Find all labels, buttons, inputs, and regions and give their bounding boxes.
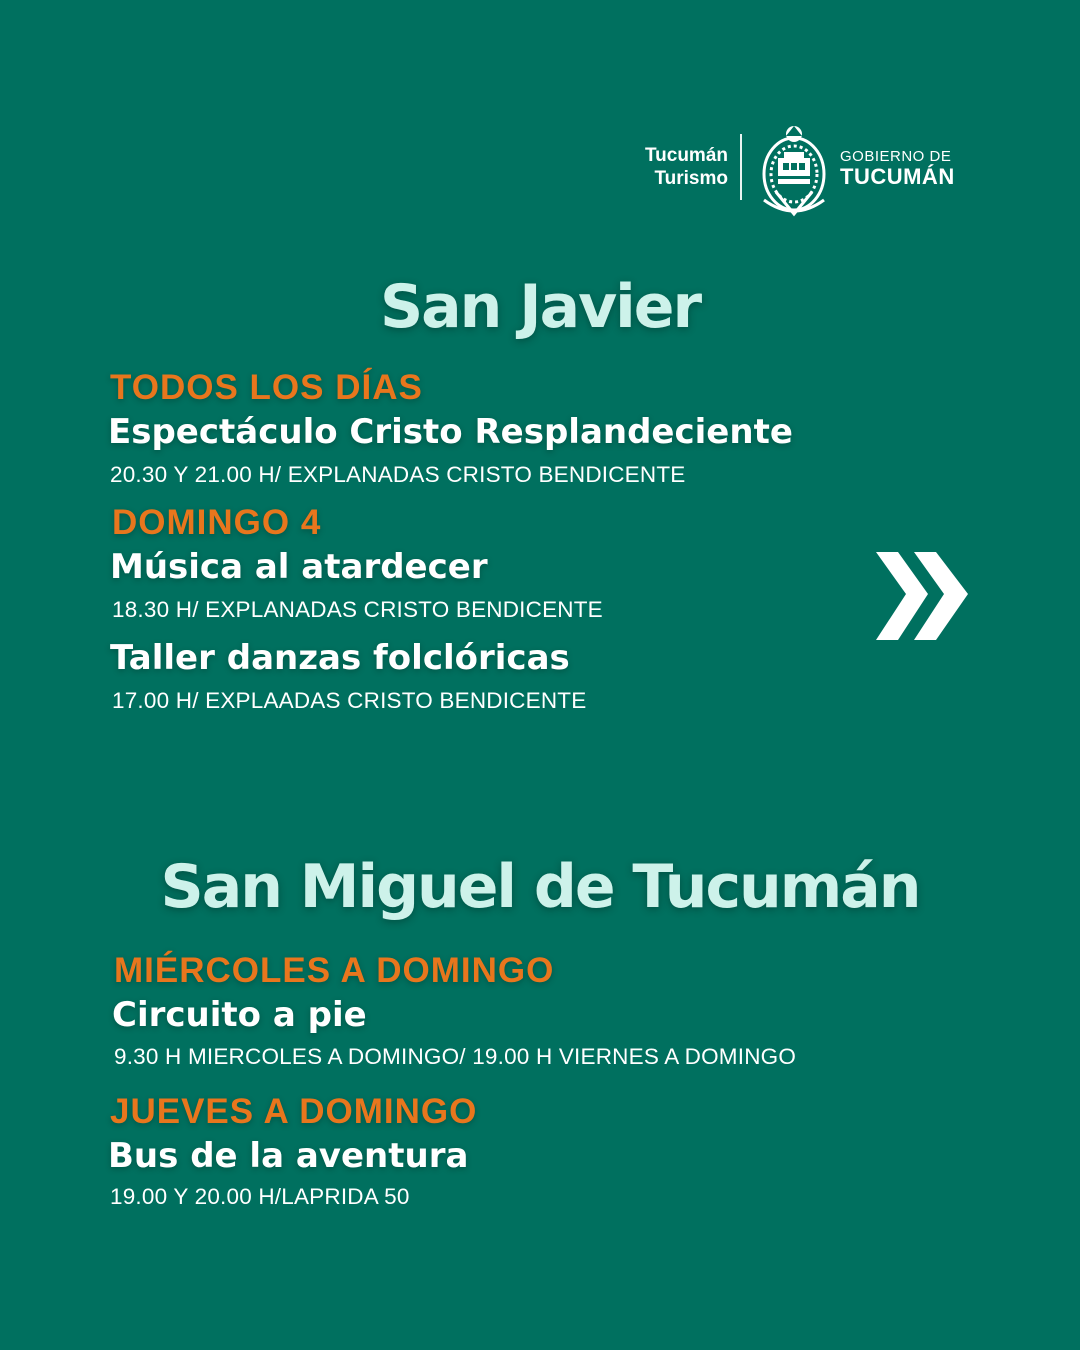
- gov-line-2: TUCUMÁN: [840, 164, 955, 189]
- coat-of-arms-icon: [756, 122, 832, 218]
- event-detail: 18.30 H/ EXPLANADAS CRISTO BENDICENTE: [112, 597, 603, 622]
- event-detail: 9.30 H MIERCOLES A DOMINGO/ 19.00 H VIERNES A DOMINGO: [114, 1044, 797, 1069]
- event-title: Circuito a pie: [112, 995, 367, 1035]
- tucuman-turismo-logo: [628, 144, 728, 190]
- day-label: TODOS LOS DÍAS: [110, 368, 423, 407]
- event-detail: 20.30 Y 21.00 H/ EXPLANADAS CRISTO BENDICENTE: [110, 462, 686, 487]
- day-label: MIÉRCOLES A DOMINGO: [114, 951, 555, 990]
- event-title: Bus de la aventura: [108, 1136, 469, 1176]
- event-title: Música al atardecer: [110, 547, 488, 587]
- event-title: Espectáculo Cristo Resplandeciente: [108, 412, 793, 452]
- event-detail: 19.00 Y 20.00 H/LAPRIDA 50: [110, 1184, 410, 1209]
- event-title: Taller danzas folclóricas: [110, 638, 570, 678]
- logo-divider: [740, 134, 742, 200]
- section-title-san-javier: San Javier: [379, 272, 701, 342]
- gov-line-1: GOBIERNO DE: [840, 148, 952, 165]
- double-chevron-right-icon[interactable]: [870, 548, 974, 648]
- brand-line-2: Turismo: [654, 168, 728, 189]
- section-title-san-miguel: San Miguel de Tucumán: [160, 852, 920, 922]
- header-logos: [628, 118, 968, 218]
- day-label: JUEVES A DOMINGO: [110, 1092, 478, 1131]
- day-label: DOMINGO 4: [112, 503, 322, 542]
- brand-line-1: Tucumán: [644, 145, 728, 166]
- event-detail: 17.00 H/ EXPLAADAS CRISTO BENDICENTE: [112, 688, 587, 713]
